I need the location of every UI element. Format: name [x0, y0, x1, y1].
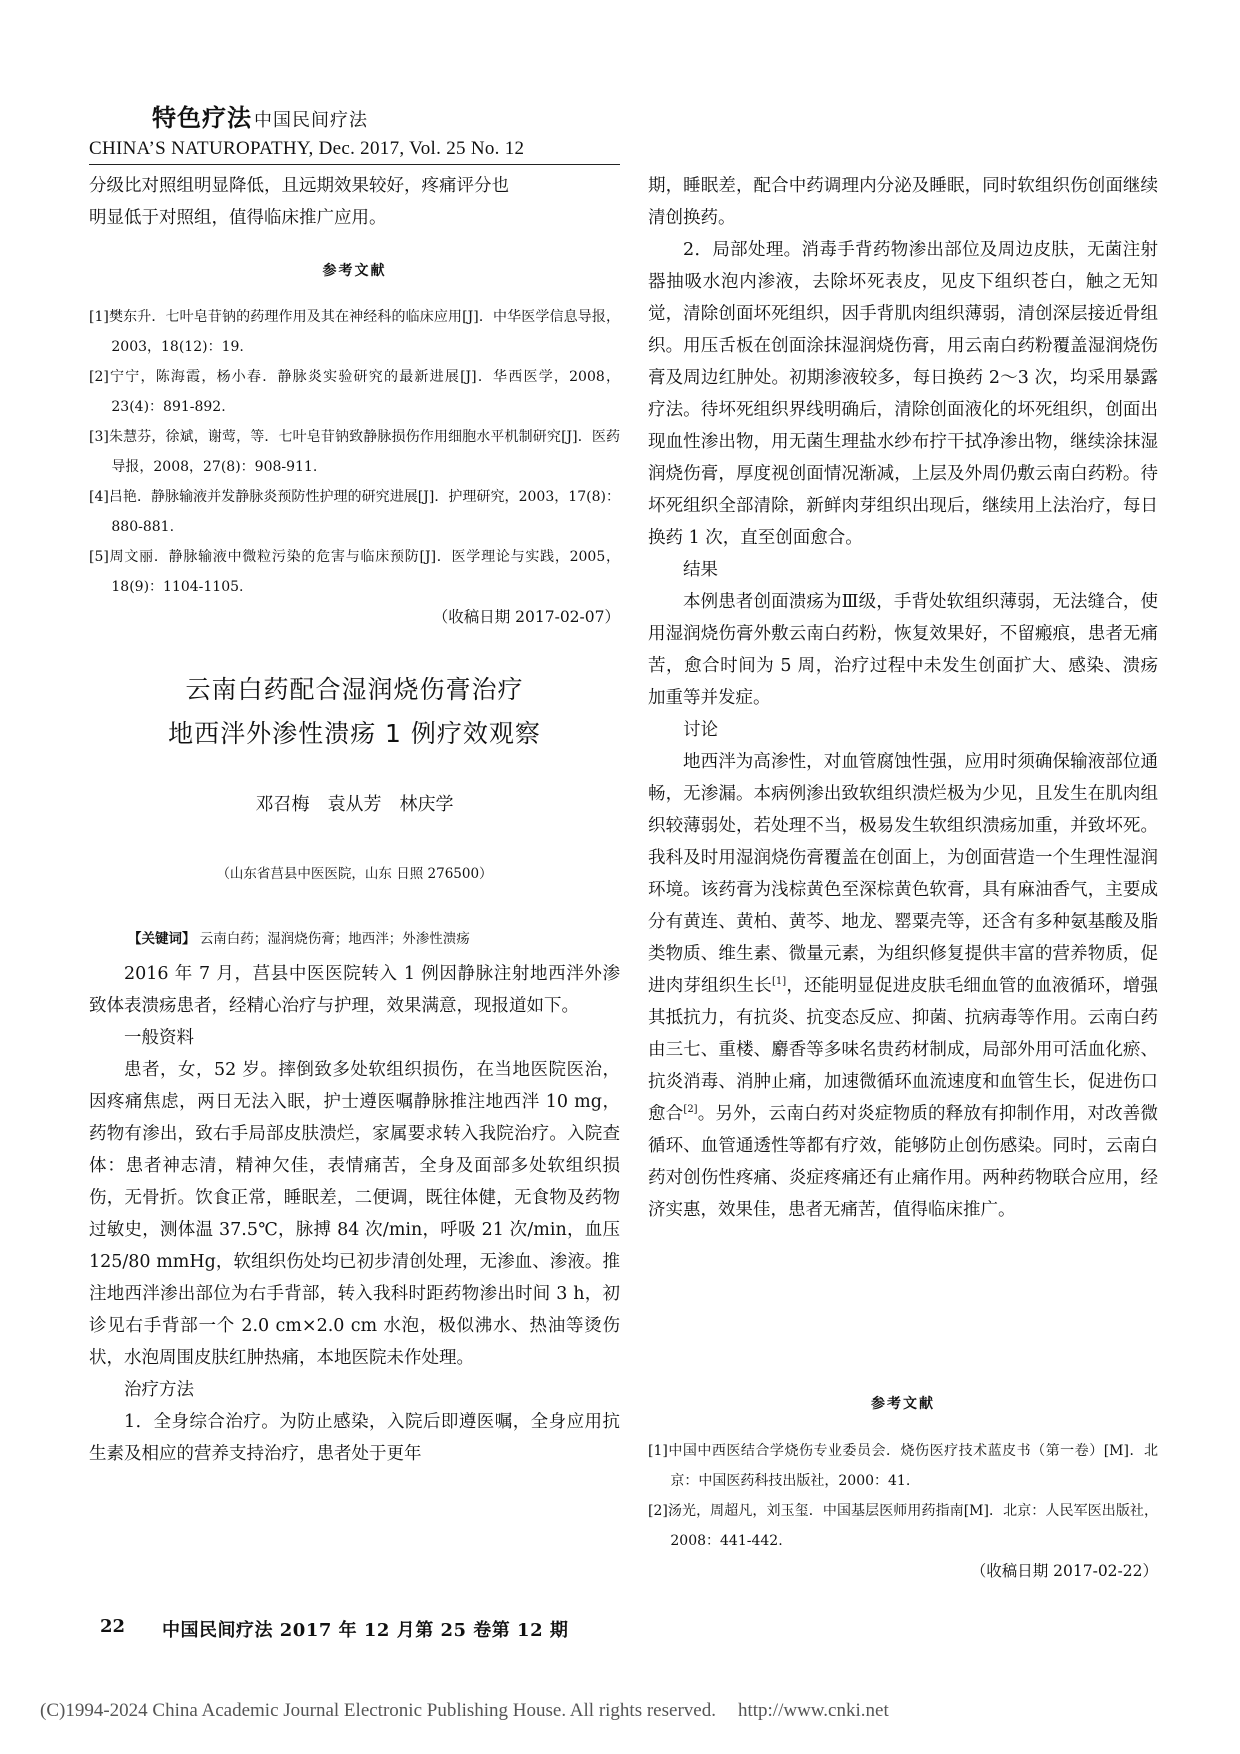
section-heading: 讨论	[683, 720, 718, 740]
cnki-link[interactable]: http://www.cnki.net	[737, 1700, 889, 1721]
received-date: （收稿日期 2017-02-22）	[970, 1562, 1158, 1580]
text-line: 分级比对照组明显降低，且远期效果较好，疼痛评分也	[89, 176, 509, 196]
keywords-label: 【关键词】	[128, 931, 196, 947]
method1-paragraph: 1．全身综合治疗。为防止感染，入院后即遵医嘱，全身应用抗生素及相应的营养支持治疗，患者处于更年	[89, 1412, 620, 1464]
journal-citation-line: CHINA’S NATUROPATHY, Dec. 2017, Vol. 25 No. 12	[89, 138, 525, 159]
previous-article-tail	[89, 170, 620, 234]
method2-paragraph: 2．局部处理。消毒手背药物渗出部位及周边皮肤，无菌注射器抽吸水泡内渗液，去除坏死表皮，见皮下组织苍白，触之无知觉，清除创面坏死组织，因手背肌肉组织薄弱，清创深层接近骨组织。用压舌板在创面涂抹湿润烧伤膏，用云南白药粉覆盖湿润烧伤膏及周边红肿处。初期渗液较多，每日换药 2～3 次，均采用暴露疗法。待坏死组织界线明确后，清除创面液化的坏死组织，创面出现血性渗出物，用无菌生理盐水纱布拧干拭净渗出物，继续涂抹湿润烧伤膏，厚度视创面情况渐减，上层及外周仍敷云南白药粉。待坏死组织全部清除，新鲜肉芽组织出现后，继续用上法治疗，每日换药 1 次，直至创面愈合。	[648, 240, 1158, 548]
section-name: 特色疗法	[152, 104, 252, 132]
reference-item: [2]汤光，周超凡，刘玉玺．中国基层医师用药指南[M]．北京：人民军医出版社，2008：441-442.	[648, 1503, 1158, 1549]
issue-info: 中国民间疗法 2017 年 12 月第 25 卷第 12 期	[162, 1620, 569, 1641]
method1-continued: 期，睡眠差，配合中药调理内分泌及睡眠，同时软组织伤创面继续清创换药。	[648, 176, 1158, 228]
reference-item: [5]周文丽．静脉输液中微粒污染的危害与临床预防[J]．医学理论与实践，2005，18(9)：1104-1105.	[89, 549, 620, 595]
citation-2: [2]	[683, 1104, 698, 1116]
section-heading: 一般资料	[124, 1028, 194, 1048]
references-heading: 参考文献	[871, 1396, 935, 1412]
intro-paragraph: 2016 年 7 月，莒县中医医院转入 1 例因静脉注射地西泮外渗致体表溃疡患者，经精心治疗与护理，效果满意，现报道如下。	[89, 964, 620, 1016]
header-rule	[89, 164, 620, 165]
article-references	[648, 1436, 1158, 1586]
copyright-text: (C)1994-2024 China Academic Journal Electronic Publishing House. All rights reserved.	[40, 1700, 716, 1721]
discussion-paragraph	[648, 746, 1158, 1226]
section-heading: 结果	[683, 560, 718, 580]
copyright-notice	[40, 1700, 889, 1722]
affiliation: （山东省莒县中医医院，山东 日照 276500）	[216, 866, 493, 882]
discussion-text: 。另外，云南白药对炎症物质的释放有抑制作用，对改善微循环、血管通透性等都有疗效，能够防止创伤感染。同时，云南白药对创伤性疼痛、炎症疼痛还有止痛作用。两种药物联合应用，经济实惠，效果佳，患者无痛苦，值得临床推广。	[648, 1104, 1159, 1220]
section-header	[152, 98, 368, 133]
journal-name-cn: 中国民间疗法	[254, 110, 368, 131]
page-number: 22	[100, 1616, 126, 1637]
received-date: （收稿日期 2017-02-07）	[432, 608, 620, 626]
authors: 邓召梅 袁从芳 林庆学	[255, 794, 454, 815]
title-line: 地西泮外渗性溃疡 1 例疗效观察	[168, 719, 541, 748]
article-body-right	[648, 170, 1158, 1226]
previous-article-references	[89, 302, 620, 632]
title-line: 云南白药配合湿润烧伤膏治疗	[185, 675, 524, 704]
article-title	[89, 668, 620, 756]
keywords-text: 云南白药；湿润烧伤膏；地西泮；外渗性溃疡	[199, 931, 470, 947]
reference-item: [1]樊东升．七叶皂苷钠的药理作用及其在神经科的临床应用[J]．中华医学信息导报，2003，18(12)：19.	[89, 309, 620, 355]
citation-1: [1]	[771, 976, 787, 988]
reference-item: [3]朱慧芬，徐斌，谢莺，等．七叶皂苷钠致静脉损伤作用细胞水平机制研究[J]．医药导报，2008，27(8)：908-911.	[89, 429, 620, 475]
reference-item: [1]中国中西医结合学烧伤专业委员会．烧伤医疗技术蓝皮书（第一卷）[M]．北京：中国医药科技出版社，2000：41.	[648, 1443, 1158, 1489]
discussion-text: 地西泮为高渗性，对血管腐蚀性强，应用时须确保输液部位通畅，无渗漏。本病例渗出致软组织溃烂极为少见，且发生在肌肉组织较薄弱处，若处理不当，极易发生软组织溃疡加重，并致坏死。我科及时用湿润烧伤膏覆盖在创面上，为创面营造一个生理性湿润环境。该药膏为浅棕黄色至深棕黄色软膏，具有麻油香气，主要成分有黄连、黄柏、黄芩、地龙、罂粟壳等，还含有多种氨基酸及脂类物质、维生素、微量元素，为组织修复提供丰富的营养物质，促进肉芽组织生长	[648, 752, 1158, 996]
discussion-text: ，还能明显促进皮肤毛细血管的血液循环，增强其抵抗力，有抗炎、抗变态反应、抑菌、抗病毒等作用。云南白药由三七、重楼、麝香等多味名贵药材制成，局部外用可活血化瘀、抗炎消毒、消肿止痛，加速微循环血流速度和血管生长，促进伤口愈合	[648, 976, 1159, 1124]
section-heading: 治疗方法	[124, 1380, 194, 1400]
general-paragraph: 患者，女，52 岁。摔倒致多处软组织损伤，在当地医院医治，因疼痛焦虑，两日无法入眠，护士遵医嘱静脉推注地西泮 10 mg，药物有渗出，致右手局部皮肤溃烂，家属要求转入我院治疗。入院查体：患者神志清，精神欠佳，表情痛苦，全身及面部多处软组织损伤，无骨折。饮食正常，睡眠差，二便调，既往体健，无食物及药物过敏史，测体温 37.5℃，脉搏 84 次/min，呼吸 21 次/min，血压 125/80 mmHg，软组织伤处均已初步清创处理，无渗血、渗液。推注地西泮渗出部位为右手背部，转入我科时距药物渗出时间 3 h，初诊见右手背部一个 2.0 cm×2.0 cm 水泡，极似沸水、热油等烫伤状，水泡周围皮肤红肿热痛，本地医院未作处理。	[89, 1060, 620, 1368]
article-body-left	[89, 958, 620, 1470]
result-paragraph: 本例患者创面溃疡为Ⅲ级，手背处软组织薄弱，无法缝合，使用湿润烧伤膏外敷云南白药粉，恢复效果好，不留瘢痕，患者无痛苦，愈合时间为 5 周，治疗过程中未发生创面扩大、感染、溃疡加重等并发症。	[648, 592, 1158, 708]
references-heading: 参考文献	[322, 263, 387, 279]
text-line: 明显低于对照组，值得临床推广应用。	[89, 208, 387, 228]
reference-item: [4]吕艳．静脉输液并发静脉炎预防性护理的研究进展[J]．护理研究，2003，17(8)：880-881.	[89, 489, 620, 535]
keywords	[128, 927, 470, 947]
reference-item: [2]宁宁，陈海霞，杨小春．静脉炎实验研究的最新进展[J]．华西医学，2008，23(4)：891-892.	[89, 369, 620, 415]
